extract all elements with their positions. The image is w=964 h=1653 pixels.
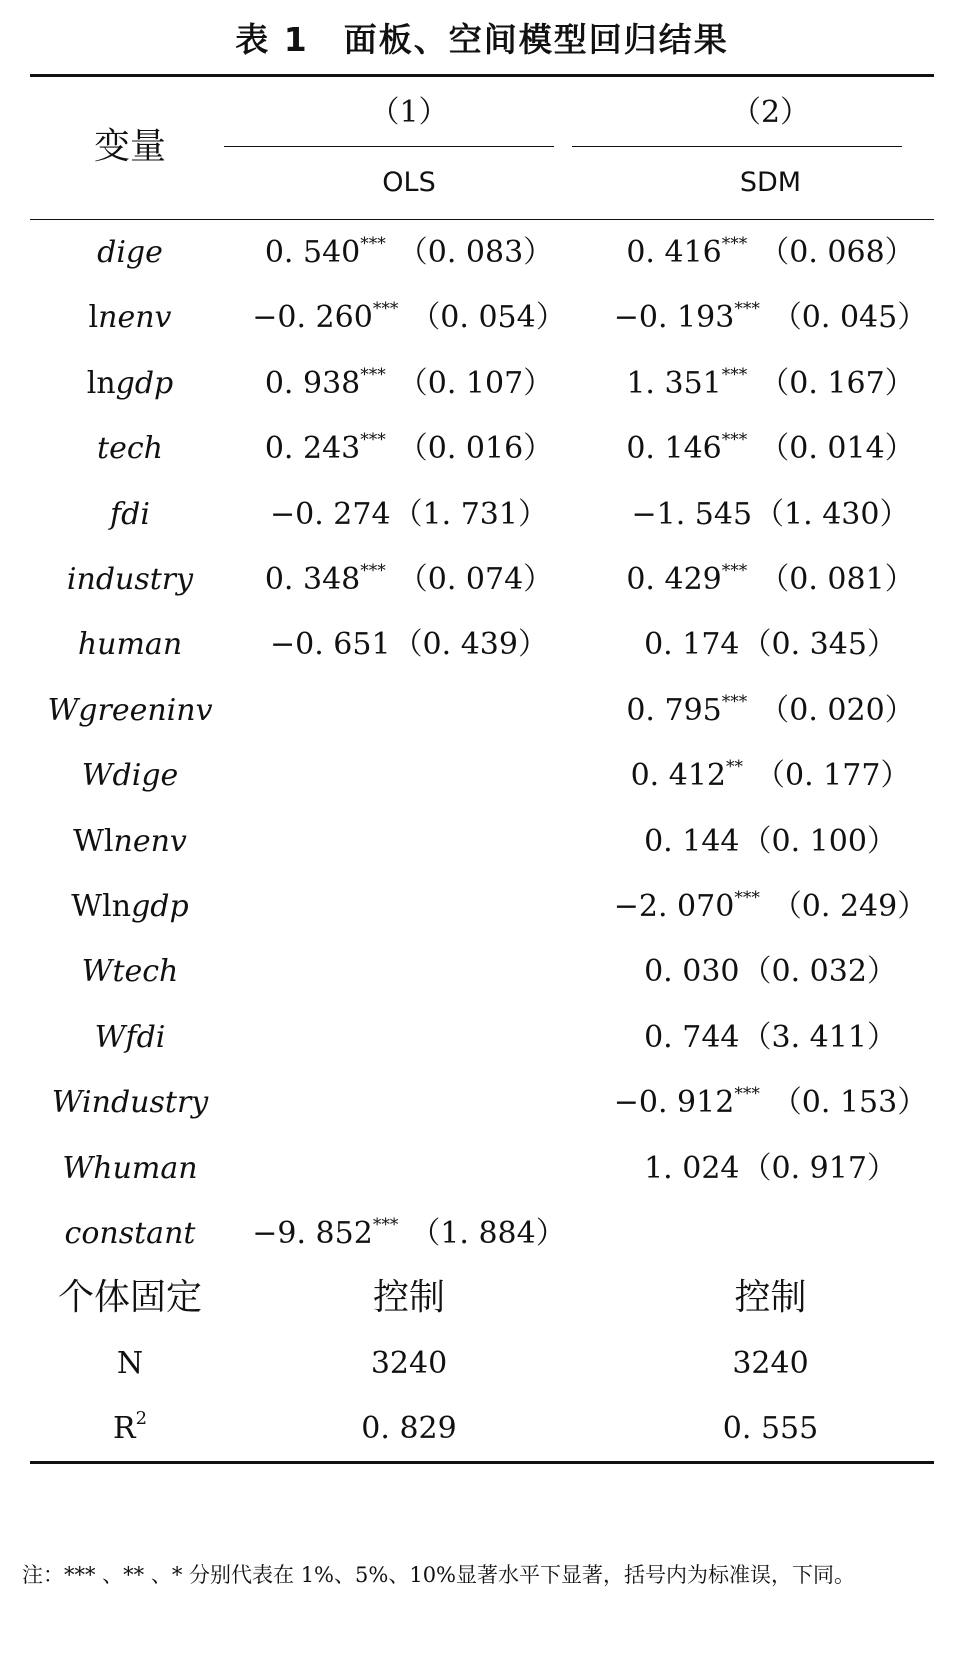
- row-col2-value: [598, 416, 943, 482]
- standard-error: （1. 884）: [410, 1216, 566, 1251]
- row-variable: [30, 678, 230, 744]
- coefficient: −0. 651: [270, 627, 391, 663]
- row-variable: [30, 547, 230, 613]
- variable-prefix: ln: [86, 365, 116, 401]
- variable-name: nenv: [113, 823, 187, 859]
- significance-stars: ***: [734, 1084, 760, 1105]
- variable-prefix: Wln: [71, 889, 132, 924]
- coefficient: −0. 912: [613, 1085, 735, 1121]
- standard-error: （0. 074）: [397, 562, 554, 597]
- row-variable: [30, 220, 230, 286]
- row-variable: [30, 482, 230, 548]
- coefficient: −0. 193: [613, 300, 735, 336]
- significance-stars: ***: [360, 430, 386, 451]
- row-col2-value: [598, 351, 943, 417]
- variable-name: nenv: [98, 300, 172, 336]
- significance-stars: **: [726, 757, 743, 778]
- coefficient: 0. 174: [644, 627, 740, 663]
- significance-stars: ***: [360, 234, 386, 254]
- row-variable: [30, 1201, 230, 1267]
- significance-stars: ***: [721, 234, 748, 254]
- standard-error: （0. 014）: [759, 431, 915, 467]
- variable-name: Whuman: [62, 1150, 198, 1186]
- row-col1-value: [233, 285, 585, 351]
- row-col1-value: [233, 351, 585, 417]
- standard-error: （0. 917）: [741, 1150, 897, 1186]
- col2-header-rule: [572, 146, 902, 147]
- standard-error: （0. 054）: [410, 300, 566, 336]
- standard-error: （0. 177）: [755, 758, 911, 794]
- significance-stars: ***: [360, 364, 386, 385]
- coefficient: 1. 024: [644, 1150, 740, 1186]
- standard-error: （0. 045）: [771, 300, 928, 336]
- n-col2: 3240: [732, 1346, 809, 1381]
- row-col1-value: [233, 1201, 585, 1267]
- row-variable: [30, 416, 230, 482]
- table-note: 注：*** 、** 、* 分别代表在 1%、5%、10%显著水平下显著，括号内为标准误，下同。: [22, 1563, 856, 1587]
- coefficient: −9. 852: [252, 1216, 373, 1251]
- row-col2-value: [598, 874, 943, 940]
- significance-stars: ***: [721, 364, 748, 385]
- standard-error: （0. 249）: [771, 889, 928, 924]
- standard-error: （1. 731）: [392, 496, 548, 532]
- row-variable: [30, 351, 230, 417]
- coefficient: 0. 795: [626, 692, 722, 728]
- coefficient: 0. 429: [626, 562, 722, 597]
- variable-prefix: l: [88, 300, 99, 336]
- variable-name: fdi: [110, 496, 150, 532]
- row-col2-value: [598, 547, 943, 613]
- significance-stars: ***: [734, 888, 760, 908]
- coefficient: 1. 351: [626, 365, 722, 401]
- row-variable: [30, 612, 230, 678]
- fixed-effects-col2: 控制: [734, 1277, 807, 1318]
- variable-name: dige: [97, 235, 163, 270]
- r2-label-base: R: [112, 1411, 136, 1446]
- r2-col2: 0. 555: [722, 1411, 819, 1446]
- col1-number: （1）: [369, 95, 449, 130]
- row-col2-value: [598, 285, 943, 351]
- row-col2-value: [598, 612, 943, 678]
- col1-header-rule: [224, 146, 554, 147]
- standard-error: （0. 345）: [741, 627, 897, 663]
- n-label: N: [116, 1346, 144, 1381]
- col2-number: （2）: [730, 95, 811, 130]
- row-variable: [30, 285, 230, 351]
- col2-model: SDM: [739, 167, 802, 198]
- coefficient: 0. 348: [264, 562, 361, 597]
- row-variable: [30, 1005, 230, 1071]
- row-col2-value: [598, 809, 943, 875]
- variable-name: gdp: [131, 889, 189, 924]
- row-variable: [30, 1070, 230, 1136]
- standard-error: （0. 083）: [397, 235, 554, 270]
- variable-name: Wtech: [81, 954, 179, 990]
- row-col2-value: [598, 1136, 943, 1202]
- coefficient: 0. 540: [264, 235, 361, 270]
- standard-error: （0. 100）: [741, 823, 897, 859]
- coefficient: 0. 146: [626, 431, 722, 467]
- variable-name: gdp: [115, 365, 174, 401]
- row-col2-value: [598, 1070, 943, 1136]
- r2-label: [30, 1396, 230, 1462]
- significance-stars: ***: [721, 430, 748, 451]
- coefficient: 0. 744: [644, 1019, 740, 1055]
- variable-name: Wfdi: [94, 1019, 166, 1055]
- standard-error: （0. 153）: [771, 1085, 928, 1121]
- coefficient: −2. 070: [613, 889, 735, 924]
- fixed-effects-label: 个体固定: [57, 1277, 202, 1318]
- standard-error: （3. 411）: [741, 1019, 897, 1055]
- variable-name: constant: [64, 1216, 196, 1251]
- coefficient: 0. 144: [644, 823, 740, 859]
- significance-stars: ***: [360, 561, 386, 581]
- fixed-effects-col1: 控制: [372, 1277, 445, 1318]
- coefficient: −0. 260: [252, 300, 373, 336]
- row-variable: [30, 809, 230, 875]
- standard-error: （1. 430）: [754, 496, 910, 532]
- n-col1: 3240: [370, 1346, 448, 1381]
- table-title: 表 1 面板、空间模型回归结果: [235, 20, 729, 59]
- coefficient: −1. 545: [631, 496, 753, 532]
- coefficient: 0. 030: [644, 954, 740, 990]
- significance-stars: ***: [734, 299, 760, 320]
- r2-label-superscript: 2: [135, 1408, 148, 1429]
- coefficient: 0. 416: [626, 235, 722, 270]
- variable-name: human: [77, 627, 183, 663]
- variable-name: Wdige: [81, 758, 179, 794]
- variable-name: industry: [66, 562, 194, 597]
- row-col2-value: [598, 1005, 943, 1071]
- coefficient: 0. 243: [264, 431, 361, 467]
- variable-name: Windustry: [51, 1085, 209, 1121]
- coefficient: 0. 938: [264, 365, 361, 401]
- variable-prefix: Wl: [73, 823, 114, 859]
- significance-stars: ***: [721, 561, 748, 581]
- row-col1-value: [233, 416, 585, 482]
- standard-error: （0. 439）: [392, 627, 548, 663]
- significance-stars: ***: [372, 1215, 399, 1235]
- standard-error: （0. 167）: [759, 365, 915, 401]
- row-variable: [30, 939, 230, 1005]
- row-col2-value: [598, 939, 943, 1005]
- row-col1-value: [233, 220, 585, 286]
- row-variable: [30, 1136, 230, 1202]
- significance-stars: ***: [372, 299, 399, 320]
- row-col1-value: [233, 612, 585, 678]
- col1-model: OLS: [382, 167, 436, 198]
- significance-stars: ***: [721, 691, 748, 712]
- standard-error: （0. 032）: [741, 954, 897, 990]
- coefficient: 0. 412: [630, 758, 726, 794]
- row-col1-value: [233, 482, 585, 548]
- standard-error: （0. 068）: [759, 235, 915, 270]
- row-col1-value: [233, 547, 585, 613]
- top-rule: [30, 74, 934, 77]
- coefficient: −0. 274: [270, 496, 391, 532]
- variable-name: tech: [97, 431, 163, 467]
- standard-error: （0. 020）: [759, 692, 915, 728]
- standard-error: （0. 016）: [397, 431, 554, 467]
- r2-col1: 0. 829: [361, 1411, 457, 1446]
- row-variable: [30, 874, 230, 940]
- row-col2-value: [598, 678, 943, 744]
- row-col2-value: [598, 482, 943, 548]
- variable-header: 变量: [93, 126, 166, 167]
- standard-error: （0. 081）: [759, 562, 915, 597]
- row-col2-value: [598, 743, 943, 809]
- row-col2-value: [598, 220, 943, 286]
- variable-name: Wgreeninv: [47, 692, 213, 728]
- row-variable: [30, 743, 230, 809]
- standard-error: （0. 107）: [397, 365, 554, 401]
